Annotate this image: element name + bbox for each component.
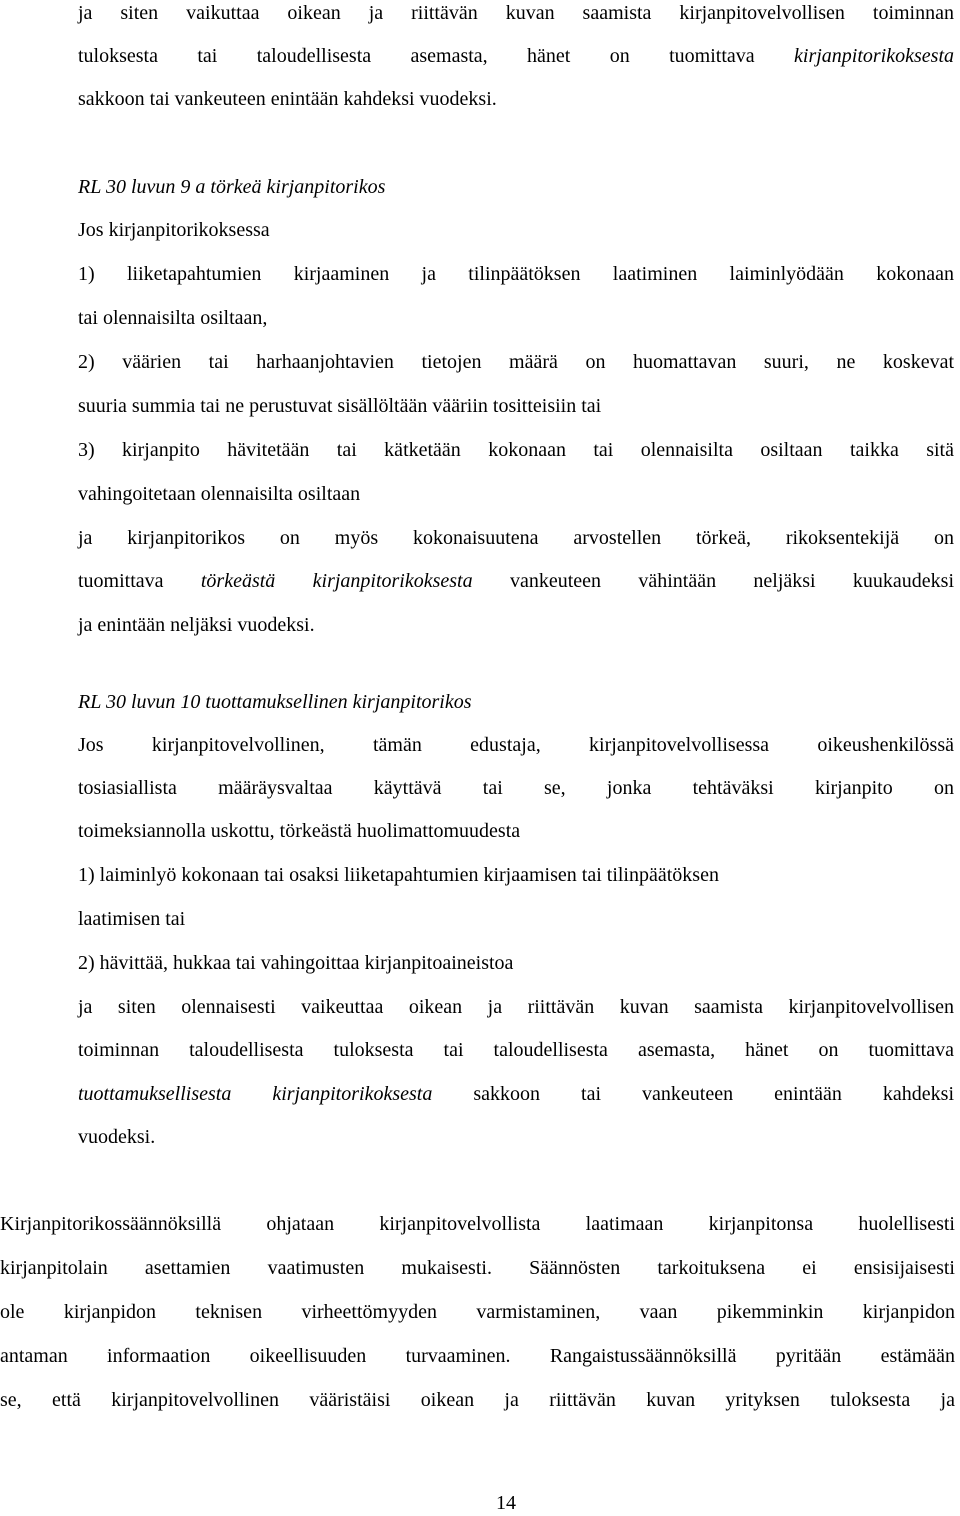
s9a-text: tuomittava — [78, 570, 164, 592]
s10-line-1: Jos kirjanpitovelvollinen, tämän edustaja, kirjanpitovelvollisessa oikeushenkilössä — [78, 734, 954, 756]
section-10-heading: RL 30 luvun 10 tuottamuksellinen kirjanpitorikos — [78, 691, 472, 713]
s10-line-10: vuodeksi. — [78, 1126, 156, 1148]
s9a-line-1: Jos kirjanpitorikoksessa — [78, 219, 270, 241]
s9a-line-8: ja kirjanpitorikos on myös kokonaisuutena arvostellen törkeä, rikoksentekijä on — [78, 527, 954, 549]
intro-term: kirjanpitorikoksesta — [794, 45, 954, 67]
intro-line-2 — [78, 43, 954, 69]
closing-line-3: ole kirjanpidon teknisen virheettömyyden varmistaminen, vaan pikemminkin kirjanpidon — [0, 1301, 955, 1323]
s9a-text-2: vankeuteen vähintään neljäksi kuukaudeksi — [509, 570, 955, 592]
s10-line-7: ja siten olennaisesti vaikeuttaa oikean ja riittävän kuvan saamista kirjanpitovelvollisen — [78, 996, 954, 1018]
closing-line-1: Kirjanpitorikossäännöksillä ohjataan kirjanpitovelvollista laatimaan kirjanpitonsa huolellisesti — [0, 1213, 955, 1235]
s9a-line-6: 3) kirjanpito hävitetään tai kätketään kokonaan tai olennaisilta osiltaan taikka sitä — [78, 439, 954, 461]
s9a-term: törkeästä kirjanpitorikoksesta — [200, 570, 473, 592]
s10-line-4: 1) laiminlyö kokonaan tai osaksi liiketapahtumien kirjaamisen tai tilinpäätöksen — [78, 864, 719, 886]
closing-line-5: se, että kirjanpitovelvollinen vääristäisi oikean ja riittävän kuvan yrityksen tuloksesta ja — [0, 1389, 955, 1411]
s10-term: tuottamuksellisesta kirjanpitorikoksesta — [78, 1083, 433, 1105]
s9a-line-5: suuria summia tai ne perustuvat sisällöltään vääriin tositteisiin tai — [78, 395, 602, 417]
closing-line-4: antaman informaation oikeellisuuden turvaaminen. Rangaistussäännöksillä pyritään estämään — [0, 1345, 955, 1367]
intro-text: tuloksesta tai taloudellisesta asemasta, hänet on tuomittava — [78, 45, 755, 67]
s9a-line-3: tai olennaisilta osiltaan, — [78, 307, 268, 329]
intro-line-3: sakkoon tai vankeuteen enintään kahdeksi vuodeksi. — [78, 88, 497, 110]
s9a-line-7: vahingoitetaan olennaisilta osiltaan — [78, 483, 361, 505]
page-number: 14 — [496, 1492, 516, 1514]
section-9a-heading: RL 30 luvun 9 a törkeä kirjanpitorikos — [78, 176, 386, 198]
s10-line-3: toimeksiannolla uskottu, törkeästä huolimattomuudesta — [78, 820, 521, 842]
s10-line-2: tosiasiallista määräysvaltaa käyttävä tai se, jonka tehtäväksi kirjanpito on — [78, 777, 954, 799]
s10-line-6: 2) hävittää, hukkaa tai vahingoittaa kirjanpitoaineistoa — [78, 952, 514, 974]
s10-line-9 — [78, 1081, 954, 1107]
s9a-line-9 — [78, 568, 954, 594]
s10-text: sakkoon tai vankeuteen enintään kahdeksi — [473, 1083, 954, 1105]
s9a-line-2: 1) liiketapahtumien kirjaaminen ja tilinpäätöksen laatiminen laiminlyödään kokonaan — [78, 263, 954, 285]
s10-line-5: laatimisen tai — [78, 908, 186, 930]
s9a-line-4: 2) väärien tai harhaanjohtavien tietojen määrä on huomattavan suuri, ne koskevat — [78, 351, 954, 373]
s10-line-8: toiminnan taloudellisesta tuloksesta tai taloudellisesta asemasta, hänet on tuomittava — [78, 1039, 954, 1061]
closing-line-2: kirjanpitolain asettamien vaatimusten mukaisesti. Säännösten tarkoituksena ei ensisijaisesti — [0, 1257, 955, 1279]
intro-line-1: ja siten vaikuttaa oikean ja riittävän kuvan saamista kirjanpitovelvollisen toiminnan — [78, 2, 954, 24]
s9a-line-10: ja enintään neljäksi vuodeksi. — [78, 614, 315, 636]
